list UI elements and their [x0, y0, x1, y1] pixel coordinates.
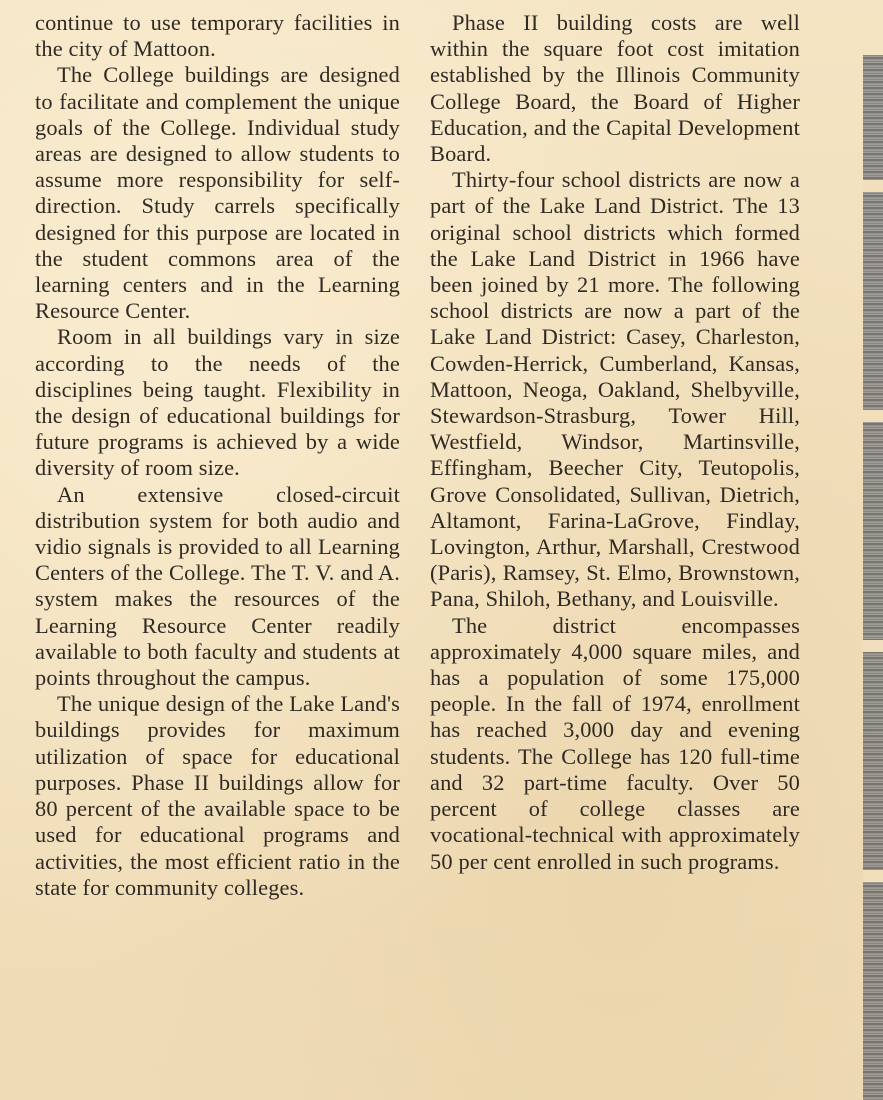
paragraph: Phase II building costs are well within the square foot cost imitation established by the Illinois Community College Board, the Board of Higher Education, and the Capital Development Board. — [430, 10, 800, 167]
paragraph: continue to use temporary facilities in the city of Mattoon. — [35, 10, 400, 62]
paragraph: The College buildings are designed to facilitate and complement the unique goals of the College. Individual study areas are designed to allow students to assume more responsibility for self-direction. Study carrels specifically designed for this purpose are located in the student commons area of the learning centers and in the Learning Resource Center. — [35, 62, 400, 324]
paragraph: Room in all buildings vary in size according to the needs of the disciplines being taught. Flexibility in the design of educational buildings for future programs is achieved by a wide diversity of room size. — [35, 324, 400, 481]
paragraph: The district encompasses approximately 4,000 square miles, and has a population of some 175,000 people. In the fall of 1974, enrollment has reached 3,000 day and evening students. The College has 120 full-time and 32 part-time faculty. Over 50 percent of college classes are vocational-technical with approximately 50 per cent enrolled in such programs. — [430, 612, 800, 874]
page-edge-strip — [863, 55, 883, 1100]
page-edge-gap — [863, 410, 883, 422]
paragraph: An extensive closed-circuit distribution system for both audio and vidio signals is provided to all Learning Centers of the College. The T. V. and A. system makes the resources of the Learning Resource Center readily available to both faculty and students at points throughout the campus. — [35, 481, 400, 691]
left-column — [35, 10, 400, 901]
paragraph: The unique design of the Lake Land's buildings provides for maximum utilization of space for educational purposes. Phase II buildings allow for 80 percent of the available space to be used for educational programs and activities, the most efficient ratio in the state for community colleges. — [35, 691, 400, 900]
page-edge-gap — [863, 180, 883, 192]
page-edge-gap — [863, 870, 883, 882]
right-column — [430, 10, 800, 875]
paragraph: Thirty-four school districts are now a part of the Lake Land District. The 13 original school districts which formed the Lake Land District in 1966 have been joined by 21 more. The following school districts are now a part of the Lake Land District: Casey, Charleston, Cowden-Herrick, Cumberland, Kansas, Mattoon, Neoga, Oakland, Shelbyville, Stewardson-Strasburg, Tower Hill, Westfield, Windsor, Martinsville, Effingham, Beecher City, Teutopolis, Grove Consolidated, Sullivan, Dietrich, Altamont, Farina-LaGrove, Findlay, Lovington, Arthur, Marshall, Crestwood (Paris), Ramsey, St. Elmo, Brownstown, Pana, Shiloh, Bethany, and Louisville. — [430, 167, 800, 612]
page-edge-gap — [863, 640, 883, 652]
